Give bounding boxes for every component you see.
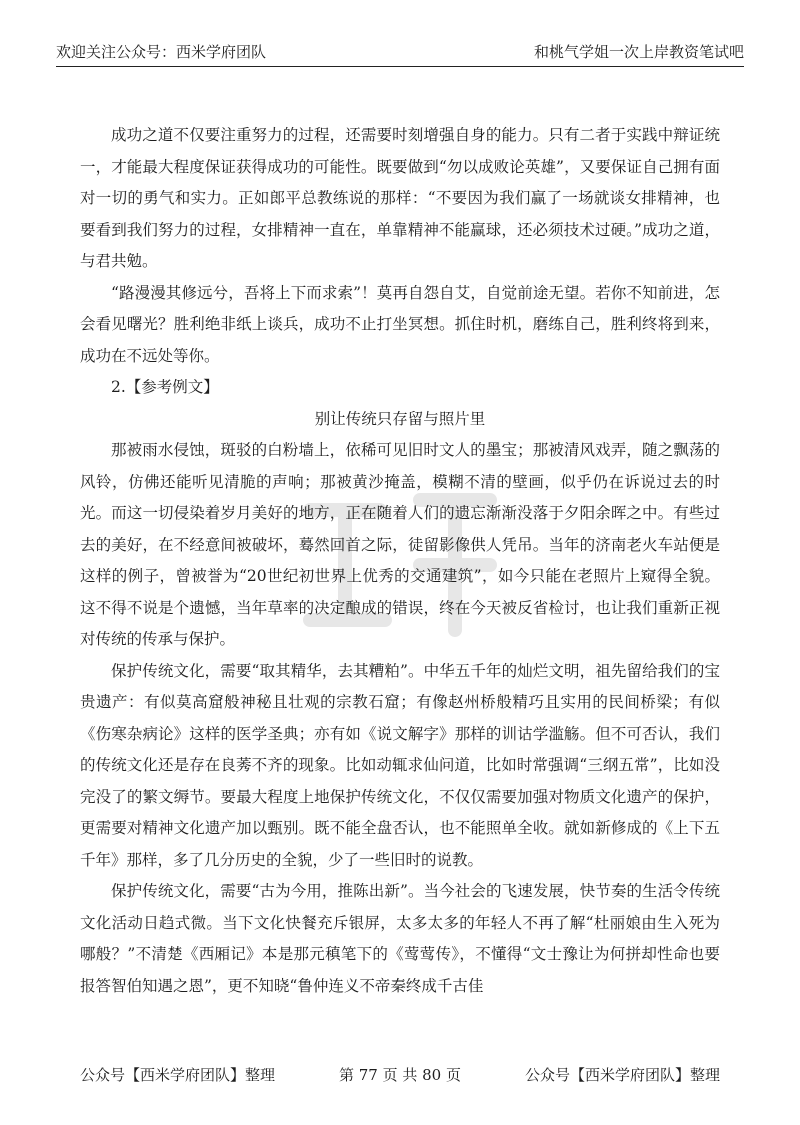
page-header [56,40,744,67]
essay-title: 别让传统只存留与照片里 [314,409,486,428]
paragraph-5: 保护传统文化，需要“古为今用，推陈出新”。当今社会的飞速发展，快节奏的生活令传统文化活动日趋式微。当下文化快餐充斥银屏，太多太多的年轻人不再了解“杜丽娘由生入死为哪般？”不清楚《西厢记》本是那元稹笔下的《莺莺传》，不懂得“文士豫让为何拼却性命也要报答智伯知遇之恩”，更不知晓“鲁仲连义不帝秦终成千古佳 [80,882,720,995]
paragraph-3: 那被雨水侵蚀，斑驳的白粉墙上，依稀可见旧时文人的墨宝；那被清风戏弄，随之飘荡的风铃，仿佛还能听见清脆的声响；那被黄沙掩盖，模糊不清的壁画，似乎仍在诉说过去的时光。而这一切侵染着岁月美好的地方，正在随着人们的遗忘渐渐没落于夕阳余晖之中。有些过去的美好，在不经意间被破坏，蓦然回首之际，徒留影像供人凭吊。当年的济南老火车站便是这样的例子，曾被誉为“20世纪初世界上优秀的交通建筑”，如今只能在老照片上窥得全貌。这不得不说是个遗憾，当年草率的决定酿成的错误，终在今天被反省检讨，也让我们重新正视对传统的传承与保护。 [80,441,720,648]
section-label: 2.【参考例文】 [111,378,219,396]
page-footer [80,1060,720,1088]
paragraph-1: 成功之道不仅要注重努力的过程，还需要时刻增强自身的能力。只有二者于实践中辩证统一，才能最大程度保证获得成功的可能性。既要做到“勿以成败论英雄”，又要保证自己拥有面对一切的勇气和实力。正如郎平总教练说的那样：“不要因为我们赢了一场就谈女排精神，也要看到我们努力的过程，女排精神一直在，单靠精神不能赢球，还必须技术过硬。”成功之道，与君共勉。 [80,126,720,270]
footer-left-text: 公众号【西米学府团队】整理 [80,1065,276,1084]
footer-right-text: 公众号【西米学府团队】整理 [524,1065,720,1084]
page-number: 第 77 页 共 80 页 [338,1065,461,1084]
paragraph-4: 保护传统文化，需要“取其精华，去其糟粕”。中华五千年的灿烂文明，祖先留给我们的宝贵遗产：有似莫高窟般神秘且壮观的宗教石窟；有像赵州桥般精巧且实用的民间桥梁；有似《伤寒杂病论》这样的医学圣典；亦有如《说文解字》那样的训诂学滥觞。但不可否认，我们的传统文化还是存在良莠不齐的现象。比如动辄求仙问道，比如时常强调“三纲五常”，比如没完没了的繁文缛节。要最大程度上地保护传统文化，不仅仅需要加强对物质文化遗产的保护，更需要对精神文化遗产加以甄别。既不能全盘否认，也不能照单全收。就如新修成的《上下五千年》那样，多了几分历史的全貌，少了一些旧时的说教。 [80,661,720,869]
header-right-text: 和桃气学姐一次上岸教资笔试吧 [533,43,744,61]
header-left-text: 欢迎关注公众号：西米学府团队 [56,43,267,61]
document-body [80,120,720,1002]
paragraph-2: “路漫漫其修远兮，吾将上下而求索”！莫再自怨自艾，自觉前途无望。若你不知前进，怎会看见曙光？胜利绝非纸上谈兵，成功不止打坐冥想。抓住时机，磨练自己，胜利终将到来，成功在不远处等你。 [80,283,720,365]
